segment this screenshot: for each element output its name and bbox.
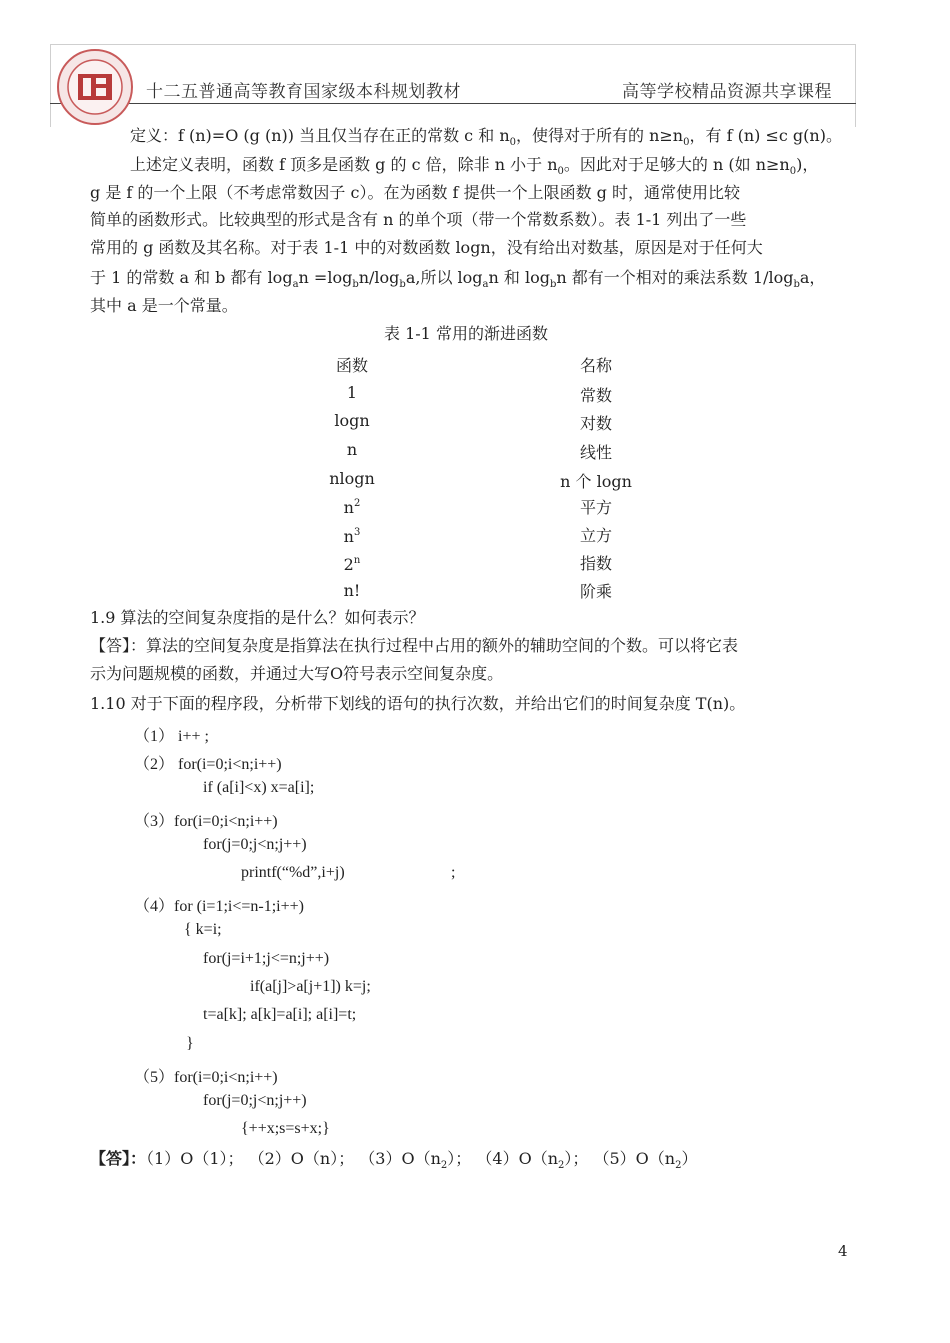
table-cell-func: logn [334, 411, 370, 430]
table-cell-name: 立方 [579, 526, 612, 545]
code-line: （3）for(i=0;i<n;i++) [134, 813, 278, 830]
code-line: } [186, 1035, 194, 1052]
paragraph-line: 其中 a 是一个常量。 [90, 296, 238, 315]
code-line: { k=i; [184, 921, 222, 938]
table-cell-name: 指数 [579, 554, 612, 573]
table-cell-func: nlogn [329, 469, 375, 488]
table-header-name: 名称 [579, 356, 612, 375]
definition-line: 定义：f (n)=O (g (n)) 当且仅当存在正的常数 c 和 $n_0$，使得对于所有的 $n\ge n_0$，有 f (n) ≤c g(n)。 [130, 126, 842, 148]
question-1-9: 1.9 算法的空间复杂度指的是什么？如何表示？ [90, 608, 425, 627]
table-caption: 表 1-1 常用的渐进函数 [384, 324, 548, 343]
table-cell-name: 常数 [579, 386, 612, 405]
page-number: 4 [838, 1242, 848, 1260]
code-line: printf(“%d”,i+j) [241, 864, 345, 881]
paragraph-line: 简单的函数形式。比较典型的形式是含有 n 的单个项（带一个常数系数）。表 1-1 列出了一些 [90, 210, 747, 229]
code-line: if(a[j]>a[j+1]) k=j; [250, 978, 371, 995]
paragraph-line: 常用的 g 函数及其名称。对于表 1-1 中的对数函数 logn，没有给出对数基，原因是对于任何大 [90, 238, 763, 257]
table-cell-func: 1 [346, 383, 358, 402]
code-line: t=a[k]; a[k]=a[i]; a[i]=t; [203, 1006, 357, 1023]
answer-1-9-line1: 【答】：算法的空间复杂度是指算法在执行过程中占用的额外的辅助空间的个数。可以将它表 [90, 636, 739, 655]
code-line: （5）for(i=0;i<n;i++) [134, 1069, 278, 1086]
code-line: {++x;s=s+x;} [241, 1120, 330, 1137]
code-line: ; [451, 864, 456, 881]
code-line: if (a[i]<x) x=a[i]; [203, 779, 315, 796]
table-cell-name: 平方 [579, 498, 612, 517]
table-cell-func: 2$^n$ [343, 555, 361, 574]
paragraph-line: 于 1 的常数 a 和 b 都有 $\log_an =\log_bn/\log_ba$,所以 $\log_an$ 和 $\log_bn$ 都有一个相对的乘法系数 $1/\log_ba$， [90, 268, 826, 290]
table-cell-func: $n^3$ [343, 527, 361, 546]
header-right-title: 高等学校精品资源共享课程 [622, 82, 832, 102]
header-left-title: 十二五普通高等教育国家级本科规划教材 [146, 82, 461, 102]
table-header-func: 函数 [335, 356, 368, 375]
answer-1-10: 【答】：（1）O（1）； （2）O（n）； $(3)O(n_2)$； $(4)O(n_2)$； $(5)O(n_2)$ [90, 1149, 698, 1171]
table-cell-name: 线性 [579, 443, 612, 462]
table-cell-func: $n^2$ [343, 498, 361, 517]
university-seal-logo [56, 48, 134, 126]
code-line: for(j=i+1;j<=n;j++) [203, 950, 330, 967]
answer-1-9-line2: 示为问题规模的函数，并通过大写O符号表示空间复杂度。 [90, 664, 504, 683]
paragraph-line: g 是 f 的一个上限（不考虑常数因子 c）。在为函数 f 提供一个上限函数 g 时，通常使用比较 [90, 183, 740, 202]
paragraph-line: 上述定义表明，函数 f 顶多是函数 g 的 c 倍，除非 n 小于 $n_0$。因此对于足够大的 n (如 $n\ge n_0$)， [130, 155, 819, 177]
code-line: （2） for(i=0;i<n;i++) [134, 756, 282, 773]
code-line: （4）for (i=1;i<=n-1;i++) [134, 898, 304, 915]
code-line: for(j=0;j<n;j++) [203, 1092, 307, 1109]
code-line: for(j=0;j<n;j++) [203, 836, 307, 853]
code-line: （1） i++ ; [134, 728, 209, 745]
table-cell-name: 阶乘 [579, 582, 612, 601]
header-rule [50, 103, 856, 104]
table-cell-name: 对数 [579, 414, 612, 433]
question-1-10: 1.10 对于下面的程序段，分析带下划线的语句的执行次数，并给出它们的时间复杂度 T(n)。 [90, 694, 746, 713]
table-cell-func: n! [343, 581, 361, 600]
table-cell-name: n 个 logn [560, 472, 632, 491]
table-cell-func: n [346, 440, 358, 459]
